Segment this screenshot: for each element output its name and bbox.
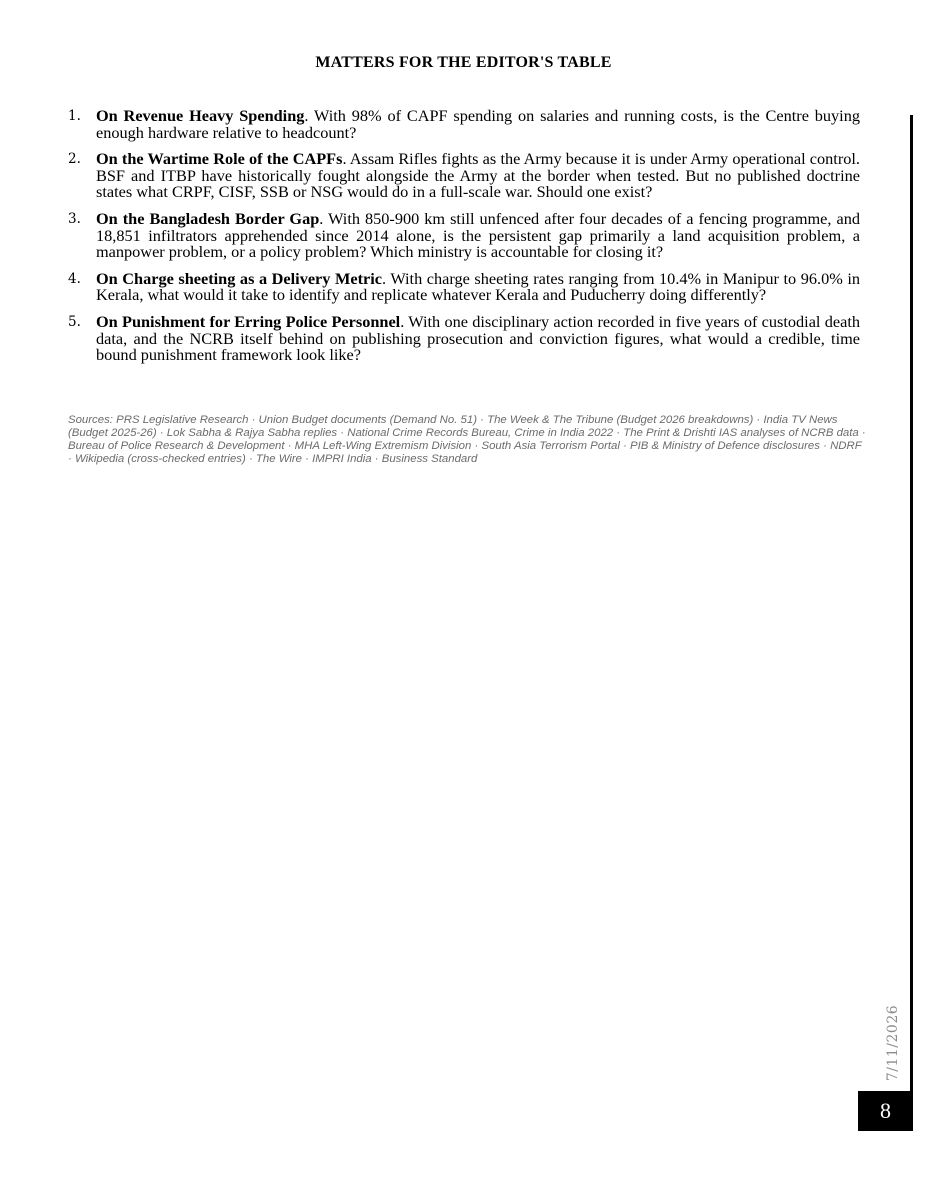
item-text: . Assam Rifles fights as the Army because it is under Army operational control. BSF and ITBP have historically fought alongside the Army at the border when tested. But no published doctrine states what CRPF, CISF, SSB or NSG would do in a full-scale war. Should one exist? xyxy=(96,149,860,202)
page-number: 8 xyxy=(880,1098,891,1123)
list-item xyxy=(68,268,861,305)
item-heading: On Punishment for Erring Police Personnel xyxy=(96,311,401,331)
list-item xyxy=(68,151,860,201)
item-heading: On Charge sheeting as a Delivery Metric xyxy=(96,268,382,288)
item-heading: On the Wartime Role of the CAPFs xyxy=(96,149,343,169)
item-heading: On Revenue Heavy Spending xyxy=(96,106,305,125)
page-title: MATTERS FOR THE EDITOR'S TABLE xyxy=(315,54,612,71)
list-item xyxy=(68,108,860,141)
list-item xyxy=(68,311,860,365)
item-number: 2. xyxy=(68,151,81,168)
page-date: 7/11/2026 xyxy=(885,1004,901,1082)
item-text: . With charge sheeting rates ranging from 10.4% in Manipur to 96.0% in Kerala, what would it take to identify and replicate whatever Kerala and Puducherry doing differently? xyxy=(96,268,861,305)
editor-questions-list xyxy=(68,108,860,374)
item-text: . With one disciplinary action recorded in five years of custodial death data, and the NCRB itself behind on publishing prosecution and conviction figures, what would a credible, time bound punishment framework look like? xyxy=(96,311,860,365)
sources-note: Sources: PRS Legislative Research · Union Budget documents (Demand No. 51) · The Week & The Tribune (Budget 2026 breakdowns) · India TV News (Budget 2025-26) · Lok Sabha & Rajya Sabha replies · National Crime Records Bureau, Crime in India 2022 · The Print & Drishti IAS analyses of NCRB data · Bureau of Police Research & Development · MHA Left-Wing Extremism Division · South Asia Terrorism Portal · PIB & Ministry of Defence disclosures · NDRF · Wikipedia (cross-checked entries) · The Wire · IMPRI India · Business Standard xyxy=(68,414,866,465)
item-number: 4. xyxy=(68,270,81,287)
list-item xyxy=(68,208,860,262)
right-margin-rule xyxy=(910,115,913,1131)
item-number: 3. xyxy=(68,210,81,227)
item-number: 5. xyxy=(68,313,81,330)
item-text: . With 98% of CAPF spending on salaries and running costs, is the Centre buying enough hardware relative to headcount? xyxy=(96,106,860,142)
page-number-badge xyxy=(858,1091,913,1131)
item-heading: On the Bangladesh Border Gap xyxy=(96,208,320,228)
item-number: 1. xyxy=(68,108,81,124)
item-text: . With 850-900 km still unfenced after four decades of a fencing programme, and 18,851 infiltrators apprehended since 2014 alone, is the persistent gap primarily a land acquisition problem, a manpower problem, or a policy problem? Which ministry is accountable for closing it? xyxy=(96,208,860,262)
